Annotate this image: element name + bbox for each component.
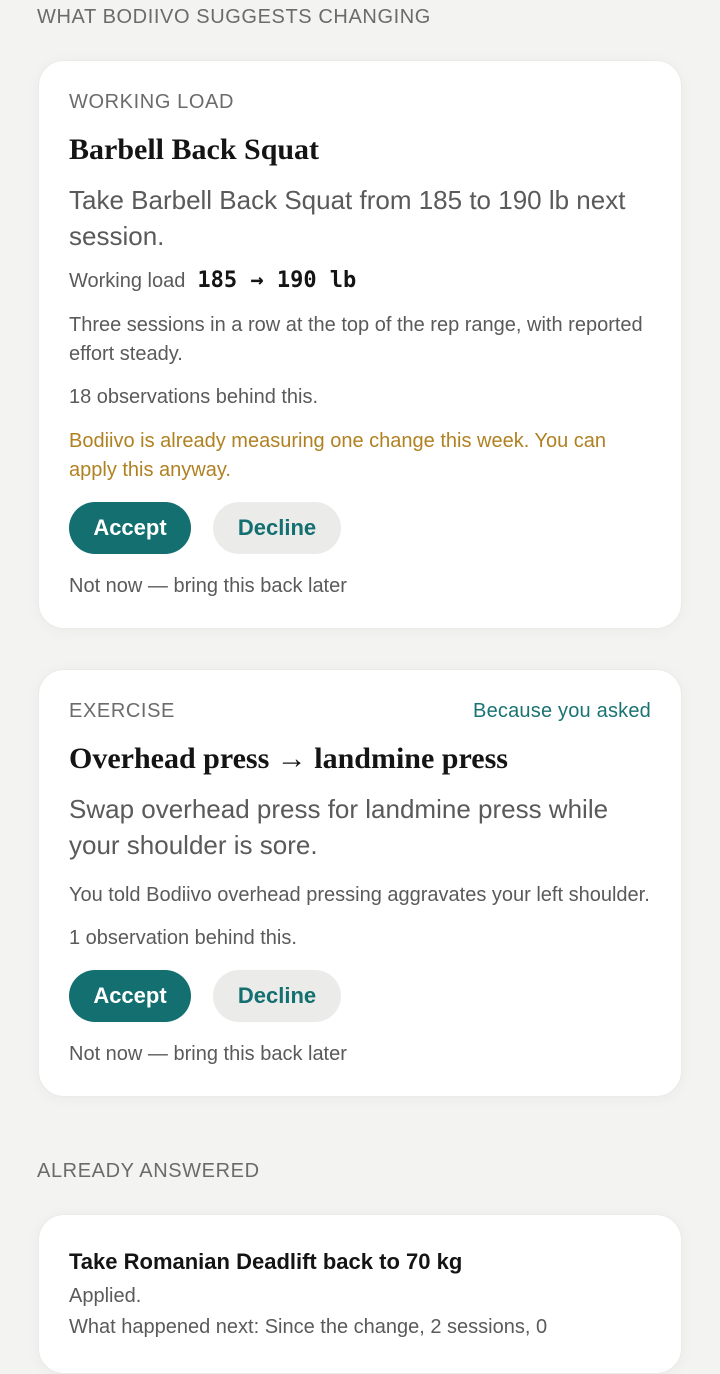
card-summary: Swap overhead press for landmine press while your shoulder is sore.: [69, 794, 609, 860]
answered-detail: What happened next: Since the change, 2 sessions, 0: [69, 1316, 548, 1338]
not-now-link[interactable]: Not now — bring this back later: [69, 575, 347, 597]
card-actions: [69, 970, 651, 1022]
decline-button[interactable]: Decline: [213, 970, 341, 1022]
working-load-value: 185 → 190 lb: [197, 268, 357, 293]
card-observations: 1 observation behind this.: [69, 927, 297, 949]
card-warning: Bodiivo is already measuring one change this week. You can apply this anyway.: [69, 430, 607, 481]
section-label-answered: ALREADY ANSWERED: [37, 1160, 260, 1182]
working-load-row: [69, 268, 651, 293]
accept-button[interactable]: Accept: [69, 502, 191, 554]
card-title: Barbell Back Squat: [69, 133, 320, 166]
answered-status: Applied.: [69, 1285, 142, 1307]
because-you-asked-tag: Because you asked: [473, 700, 651, 722]
decline-button[interactable]: Decline: [213, 502, 341, 554]
card-header: [69, 91, 651, 114]
answered-title: Take Romanian Deadlift back to 70 kg: [69, 1249, 463, 1274]
card-reason: You told Bodiivo overhead pressing aggravates your left shoulder.: [69, 884, 650, 906]
card-header: [69, 700, 651, 723]
card-title: Overhead press → landmine press: [69, 742, 508, 775]
card-observations: 18 observations behind this.: [69, 386, 319, 408]
card-reason: Three sessions in a row at the top of the rep range, with reported effort steady.: [69, 314, 643, 365]
working-load-label: Working load: [69, 270, 186, 292]
card-kicker: WORKING LOAD: [69, 91, 234, 113]
card-summary: Take Barbell Back Squat from 185 to 190 lb next session.: [69, 185, 626, 251]
accept-button[interactable]: Accept: [69, 970, 191, 1022]
suggestion-card-working-load: [38, 60, 682, 629]
card-actions: [69, 502, 651, 554]
card-kicker: EXERCISE: [69, 700, 175, 722]
suggestion-card-exercise: [38, 669, 682, 1097]
not-now-link[interactable]: Not now — bring this back later: [69, 1043, 347, 1065]
section-label-suggestions: WHAT BODIIVO SUGGESTS CHANGING: [37, 6, 431, 28]
answered-card: [38, 1214, 682, 1374]
